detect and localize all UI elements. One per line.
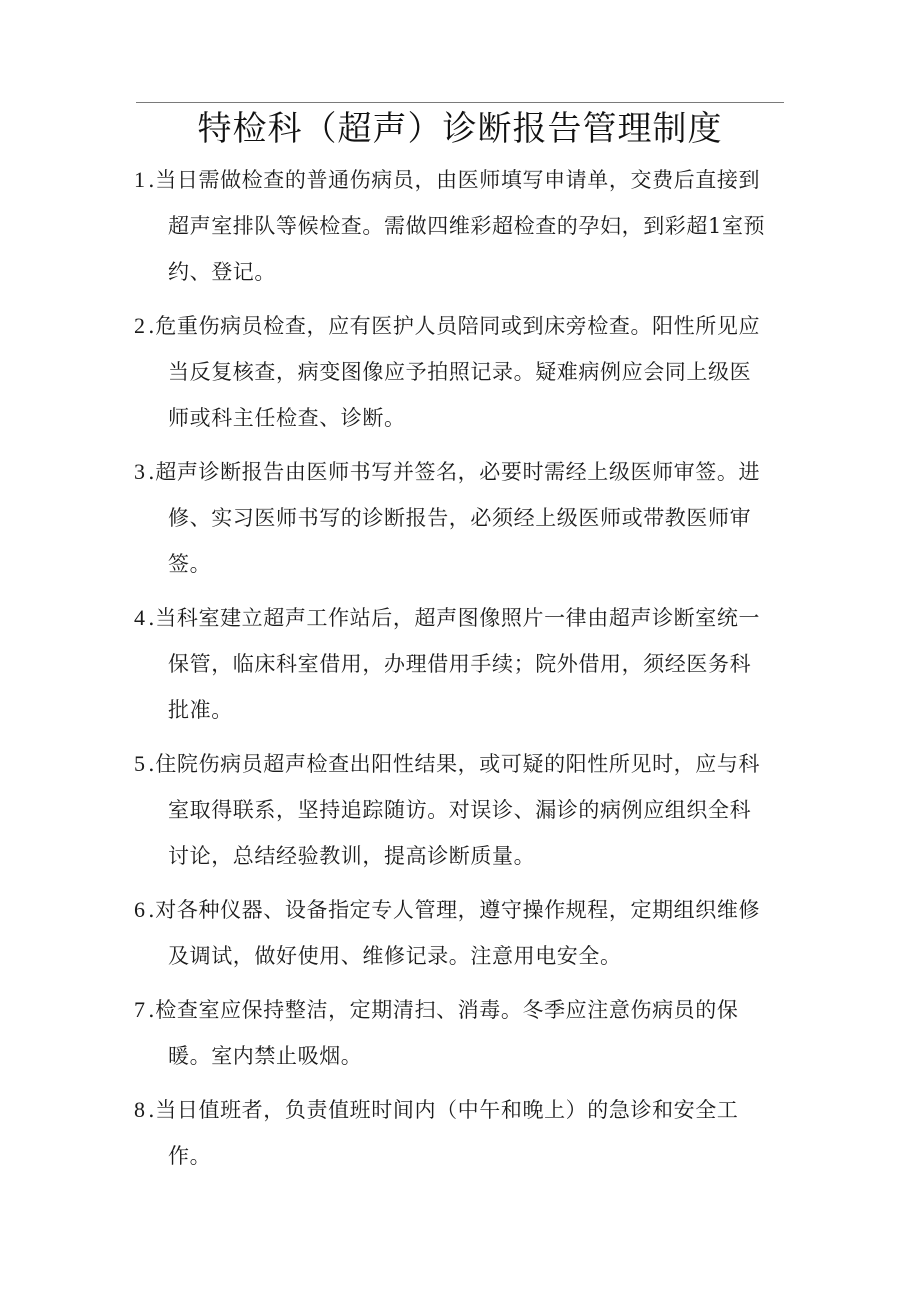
list-item bbox=[0, 449, 920, 587]
item-text: .对各种仪器、设备指定专人管理，遵守操作规程，定期组织维修及调试，做好使用、维修记录。注意用电安全。 bbox=[148, 898, 761, 968]
item-number: 4 bbox=[134, 605, 145, 630]
list-item bbox=[0, 887, 920, 979]
item-text: .当日需做检查的普通伤病员，由医师填写申请单，交费后直接到超声室排队等候检查。需做四维彩超检查的孕妇，到彩超1室预约、登记。 bbox=[148, 168, 766, 284]
item-text: .住院伤病员超声检查出阳性结果，或可疑的阳性所见时，应与科室取得联系，坚持追踪随访。对误诊、漏诊的病例应组织全科讨论，总结经验教训，提高诊断质量。 bbox=[148, 752, 761, 868]
list-item bbox=[0, 1087, 920, 1179]
item-number: 5 bbox=[134, 751, 145, 776]
item-number: 8 bbox=[134, 1097, 145, 1122]
list-item bbox=[0, 987, 920, 1079]
item-text: .当日值班者，负责值班时间内（中午和晚上）的急诊和安全工作。 bbox=[148, 1098, 739, 1168]
item-number: 6 bbox=[134, 897, 145, 922]
list-item bbox=[0, 157, 920, 295]
rules-list bbox=[0, 157, 920, 1187]
item-number: 1 bbox=[134, 167, 145, 192]
header-rule bbox=[136, 102, 784, 103]
item-text: .超声诊断报告由医师书写并签名，必要时需经上级医师审签。进修、实习医师书写的诊断报告，必须经上级医师或带教医师审签。 bbox=[148, 460, 761, 576]
list-item bbox=[0, 741, 920, 879]
item-number: 2 bbox=[134, 313, 145, 338]
list-item bbox=[0, 303, 920, 441]
item-text: .危重伤病员检查，应有医护人员陪同或到床旁检查。阳性所见应当反复核查，病变图像应予拍照记录。疑难病例应会同上级医师或科主任检查、诊断。 bbox=[148, 314, 761, 430]
item-number: 7 bbox=[134, 997, 145, 1022]
document-title: 特检科（超声）诊断报告管理制度 bbox=[197, 109, 723, 149]
list-item bbox=[0, 595, 920, 733]
item-number: 3 bbox=[134, 459, 145, 484]
item-text: .检查室应保持整洁，定期清扫、消毒。冬季应注意伤病员的保暖。室内禁止吸烟。 bbox=[148, 998, 739, 1068]
item-text: .当科室建立超声工作站后，超声图像照片一律由超声诊断室统一保管，临床科室借用，办理借用手续；院外借用，须经医务科批准。 bbox=[148, 606, 761, 722]
